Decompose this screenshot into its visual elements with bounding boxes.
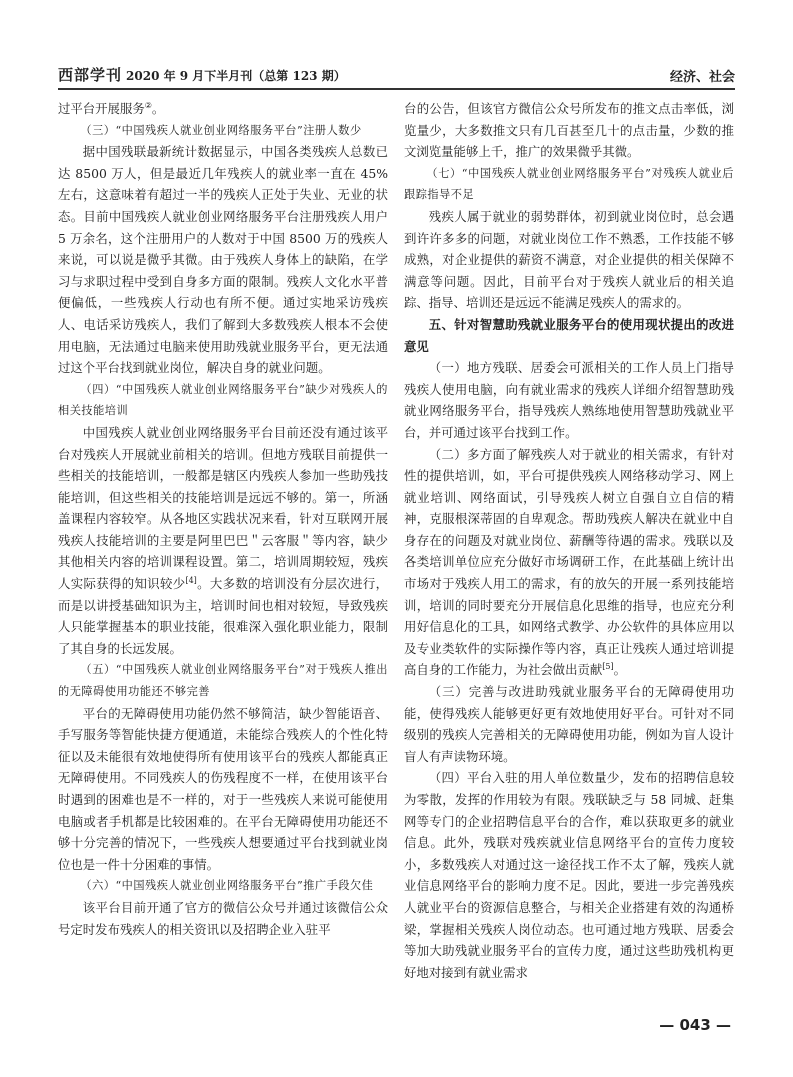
paragraph-continuation [404, 98, 734, 163]
paragraph-text: 中国残疾人就业创业网络服务平台目前还没有通过该平台对残疾人开展就业前相关的培训。但地方残联目前提供一些相关的技能培训，一般都是辖区内残疾人参加一些助残技能培训，但这些相关的技能培训是远远不够的。第一，所涵盖课程内容较窄。从各地区实践状况来看，针对互联网开展残疾人技能培训的主要是阿里巴巴＂云客服＂等内容，缺少其他相关内容的培训课程设置。第二，培训周期较短，残疾人实际获得的知识较少 [58, 424, 388, 592]
paragraph [58, 703, 388, 876]
section-heading [404, 314, 734, 357]
paragraph-text: 据中国残联最新统计数据显示，中国各类残疾人总数已达 8500 万人，但是最近几年残疾人的就业率一直在 45% 左右，这意味着有超过一半的残疾人正处于失业、无业的状态。目前中国残疾人就业创业网络服务平台注册残疾人用户 5 万余名，这个注册用户的人数对于中国 8500 万的残疾人来说，可以说是微乎其微。由于残疾人身体上的缺陷，在学习与求职过程中受到自身多方面的限制。残疾人文化水平普便偏低，一些残疾人行动也有所不便。通过实地采访残疾人、电话采访残疾人，我们了解到大多数残疾人根本不会使用电脑，无法通过电脑来使用助残就业服务平台，更无法通过这个平台找到就业岗位，解决自身的就业问题。 [58, 144, 388, 376]
subsection-heading [58, 875, 388, 897]
page-number: — 043 — [659, 1016, 731, 1034]
paragraph-text: 五、针对智慧助残就业服务平台的使用现状提出的改进意见 [404, 316, 734, 354]
paragraph-text: （三）“中国残疾人就业创业网络服务平台”注册人数少 [80, 123, 362, 137]
paragraph-text: 过平台开展服务 [58, 101, 145, 116]
paragraph [404, 357, 734, 443]
paragraph-text-tail: 。 [151, 101, 165, 116]
section-name: 经济、社会 [669, 70, 735, 85]
subsection-heading [58, 379, 388, 422]
citation-marker: [5] [602, 662, 614, 672]
subsection-heading [404, 163, 734, 206]
paragraph-text-tail: 。 [613, 662, 626, 678]
journal-masthead: 西部学刊 [58, 66, 123, 84]
paragraph-text: （六）“中国残疾人就业创业网络服务平台”推广手段欠佳 [80, 879, 374, 893]
page-header [58, 66, 735, 90]
citation-marker: ② [144, 100, 152, 110]
right-column [404, 98, 734, 983]
paragraph-continuation [58, 98, 388, 120]
subsection-heading [58, 120, 388, 142]
paragraph-text: 残疾人属于就业的弱势群体，初到就业岗位时，总会遇到许许多多的问题，对就业岗位工作不熟悉，工作技能不够成熟，对企业提供的薪资不满意，对企业提供的相关保障不满意等问题。因此，目前平台对于残疾人就业后的相关追踪、指导、培训还是远远不能满足残疾人的需求的。 [404, 208, 734, 311]
paragraph [58, 141, 388, 379]
paragraph [404, 206, 734, 314]
paragraph-text: （二）多方面了解残疾人对于就业的相关需求，有针对性的提供培训，如，平台可提供残疾人网络移动学习、网上就业培训、网络面试，引导残疾人树立自强自立自信的精神，克服根深蒂固的自卑观念。帮助残疾人解决在就业中自身存在的问题及对就业岗位、薪酬等待遇的需求。残联以及各类培训单位应充分做好市场调研工作，在此基础上统计出市场对于残疾人用工的需求，有的放矢的开展一系列技能培训，培训的同时要充分开展信息化思维的指导，也应充分利用好信息化的工具，如网络式教学、办公软件的具体应用以及专业类软件的实际操作等内容，真正让残疾人通过培训提高自身的工作能力，为社会做出贡献 [404, 446, 734, 678]
paragraph-text: 平台的无障碍使用功能仍然不够简洁，缺少智能语音、手写服务等智能快捷方便通道，未能综合残疾人的个性化特征以及未能很有效地使得所有使用该平台的残疾人都能真正无障碍使用。不同残疾人的伤残程度不一样，在使用该平台时遇到的困难也是不一样的，对于一些残疾人来说可能使用电脑或者手机都是比较困难的。在平台无障碍使用功能还不够十分完善的情况下，一些残疾人想要通过平台找到就业岗位也是一件十分困难的事情。 [58, 705, 388, 872]
paragraph [404, 444, 734, 682]
issue-info: 2020 年 9 月下半月刊（总第 123 期） [126, 69, 346, 83]
paragraph-text: （七）“中国残疾人就业创业网络服务平台”对残疾人就业后跟踪指导不足 [404, 166, 734, 202]
paragraph-text: （三）完善与改进助残就业服务平台的无障碍使用功能，使得残疾人能够更好更有效地使用好平台。可针对不同级别的残疾人完善相关的无障碍使用功能，例如为盲人设计盲人有声读物环境。 [404, 684, 734, 764]
paragraph-text: 该平台目前开通了官方的微信公众号并通过该微信公众号定时发布残疾人的相关资讯以及招聘企业入驻平 [58, 899, 388, 937]
paragraph-text: （四）“中国残疾人就业创业网络服务平台”缺少对残疾人的相关技能培训 [58, 382, 388, 418]
paragraph-text: （四）平台入驻的用人单位数量少，发布的招聘信息较为零散，发挥的作用较为有限。残联缺乏与 58 同城、赶集网等专门的企业招聘信息平台的合作，难以获取更多的就业信息。此外，残联对残疾就业信息网络平台的宣传力度较小，多数残疾人对通过这一途径找工作不太了解，残疾人就业信息网络平台的影响力度不足。因此，要进一步完善残疾人就业平台的资源信息整合，与相关企业搭建有效的沟通桥梁，掌握相关残疾人岗位动态。也可通过地方残联、居委会等加大助残就业服务平台的宣传力度，通过这些助残机构更好地对接到有就业需求 [404, 770, 734, 980]
paragraph [58, 422, 388, 660]
paragraph-text: 台的公告，但该官方微信公众号所发布的推文点击率低，浏览量少，大多数推文只有几百甚至几十的点击量，少数的推文浏览量能够上千，推广的效果微乎其微。 [404, 101, 734, 160]
paragraph [58, 897, 388, 940]
paragraph-text-tail: 。大多数的培训没有分层次进行，而是以讲授基础知识为主，培训时间也相对较短，导致残疾人只能掌握基本的职业技能，很难深入强化职业能力，限制了其自身的长远发展。 [58, 576, 389, 656]
paragraph [404, 681, 734, 767]
left-column [58, 98, 388, 940]
citation-marker: [4] [185, 575, 197, 585]
header-left [58, 64, 346, 88]
paragraph-text: （五）“中国残疾人就业创业网络服务平台”对于残疾人推出的无障碍使用功能还不够完善 [58, 663, 388, 699]
paragraph-text: （一）地方残联、居委会可派相关的工作人员上门指导残疾人使用电脑，向有就业需求的残疾人详细介绍智慧助残就业网络服务平台，指导残疾人熟练地使用智慧助残就业平台，并可通过该平台找到工作。 [404, 360, 734, 440]
paragraph [404, 767, 734, 983]
subsection-heading [58, 659, 388, 702]
